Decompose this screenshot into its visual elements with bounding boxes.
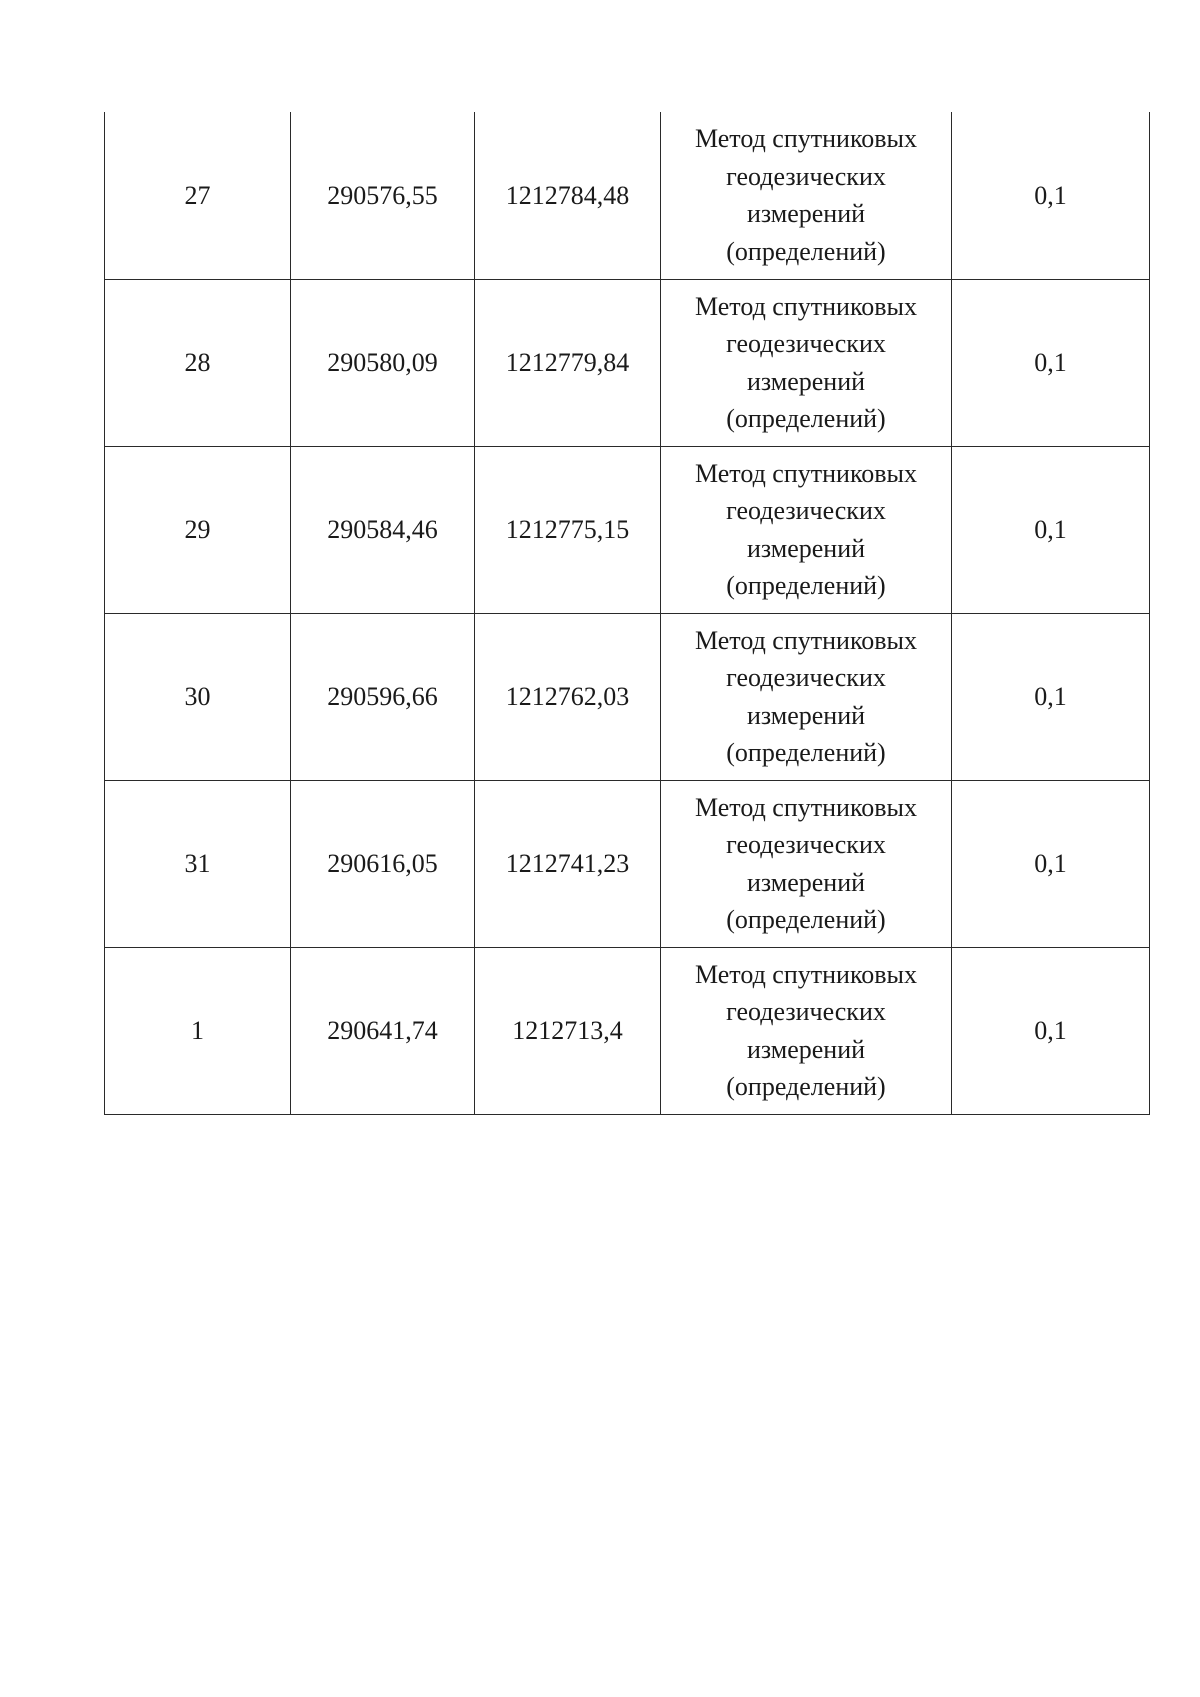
accuracy-cell: 0,1 bbox=[952, 613, 1150, 780]
accuracy-cell: 0,1 bbox=[952, 112, 1150, 279]
method-line: (определений) bbox=[726, 571, 886, 600]
table-row bbox=[105, 613, 1150, 780]
x-coordinate-cell: 290596,66 bbox=[291, 613, 475, 780]
table-row bbox=[105, 112, 1150, 279]
y-coordinate-cell: 1212713,4 bbox=[475, 947, 661, 1114]
method-line: геодезических bbox=[726, 329, 886, 358]
method-line: Метод спутниковых bbox=[694, 458, 917, 488]
method-cell bbox=[661, 780, 952, 947]
method-cell bbox=[661, 613, 952, 780]
method-line: Метод спутниковых bbox=[694, 291, 917, 321]
point-number-cell: 27 bbox=[105, 112, 291, 279]
method-line: Метод спутниковых bbox=[694, 625, 917, 655]
method-line: геодезических bbox=[726, 496, 886, 525]
accuracy-cell: 0,1 bbox=[952, 279, 1150, 446]
method-line: измерений bbox=[746, 700, 866, 730]
table-row bbox=[105, 947, 1150, 1114]
y-coordinate-cell: 1212741,23 bbox=[475, 780, 661, 947]
point-number-cell: 28 bbox=[105, 279, 291, 446]
method-line: геодезических bbox=[726, 161, 886, 191]
coordinates-table bbox=[104, 112, 1150, 1115]
method-line: (определений) bbox=[726, 236, 886, 266]
point-number-cell: 1 bbox=[105, 947, 291, 1114]
x-coordinate-cell: 290616,05 bbox=[291, 780, 475, 947]
x-coordinate-cell: 290584,46 bbox=[291, 446, 475, 613]
method-line: измерений bbox=[746, 366, 866, 396]
method-line: Метод спутниковых bbox=[694, 124, 917, 154]
table-row bbox=[105, 446, 1150, 613]
table-row bbox=[105, 279, 1150, 446]
method-line: Метод спутниковых bbox=[694, 959, 917, 989]
y-coordinate-cell: 1212779,84 bbox=[475, 279, 661, 446]
point-number-cell: 30 bbox=[105, 613, 291, 780]
x-coordinate-cell: 290580,09 bbox=[291, 279, 475, 446]
method-line: (определений) bbox=[726, 404, 886, 433]
method-cell bbox=[661, 446, 952, 613]
x-coordinate-cell: 290576,55 bbox=[291, 112, 475, 279]
method-line: измерений bbox=[746, 1034, 866, 1064]
method-line: геодезических bbox=[726, 830, 886, 859]
accuracy-cell: 0,1 bbox=[952, 947, 1150, 1114]
accuracy-cell: 0,1 bbox=[952, 446, 1150, 613]
point-number-cell: 31 bbox=[105, 780, 291, 947]
point-number-cell: 29 bbox=[105, 446, 291, 613]
method-line: геодезических bbox=[726, 997, 886, 1026]
method-cell bbox=[661, 947, 952, 1114]
method-line: геодезических bbox=[726, 663, 886, 692]
method-line: (определений) bbox=[726, 1072, 886, 1101]
method-line: измерений bbox=[746, 199, 866, 229]
method-cell bbox=[661, 279, 952, 446]
y-coordinate-cell: 1212784,48 bbox=[475, 112, 661, 279]
method-line: измерений bbox=[746, 867, 866, 897]
method-line: Метод спутниковых bbox=[694, 792, 917, 822]
method-line: (определений) bbox=[726, 905, 886, 934]
method-line: измерений bbox=[746, 533, 866, 563]
accuracy-cell: 0,1 bbox=[952, 780, 1150, 947]
y-coordinate-cell: 1212775,15 bbox=[475, 446, 661, 613]
method-line: (определений) bbox=[726, 738, 886, 767]
table-row bbox=[105, 780, 1150, 947]
method-cell bbox=[661, 112, 952, 279]
y-coordinate-cell: 1212762,03 bbox=[475, 613, 661, 780]
x-coordinate-cell: 290641,74 bbox=[291, 947, 475, 1114]
